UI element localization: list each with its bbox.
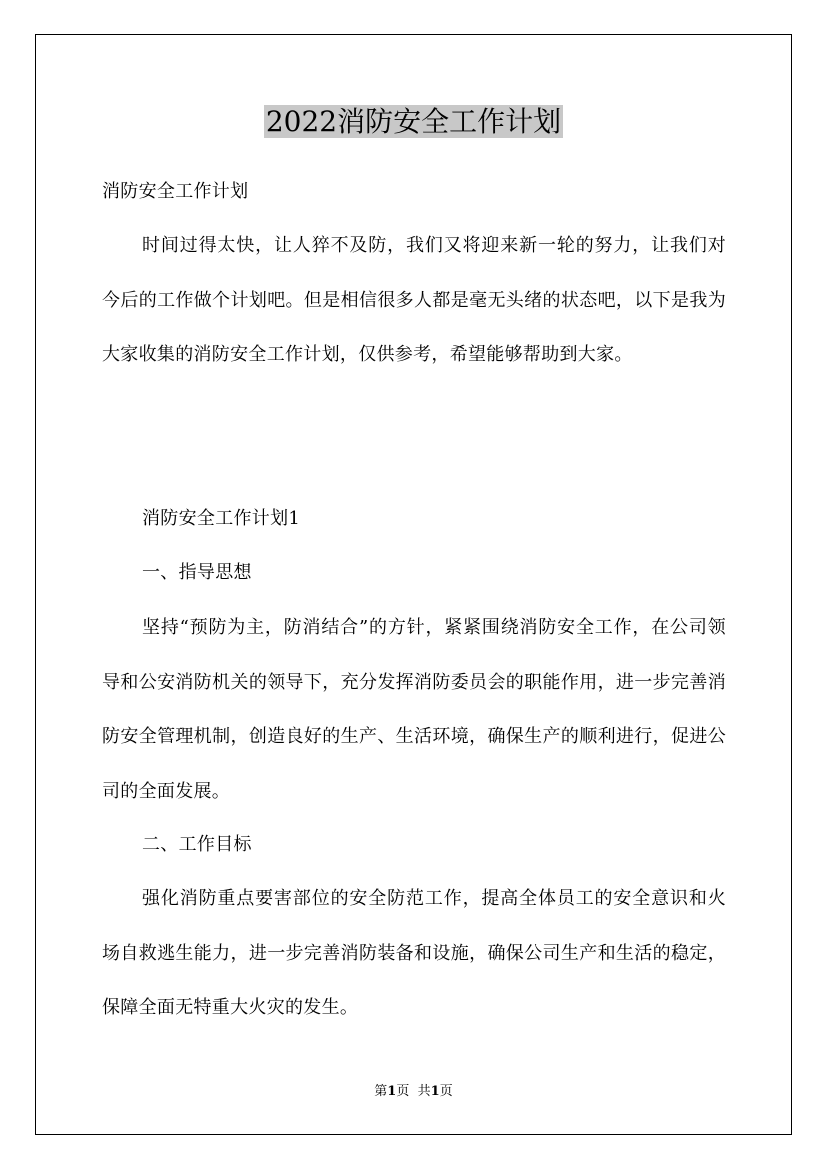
footer-page-suffix: 页: [396, 1084, 410, 1099]
footer-total-prefix: 共: [417, 1084, 431, 1099]
page-footer: [0, 1083, 827, 1101]
heading-work-goals: 二、工作目标: [142, 834, 252, 855]
paragraph-work-goals: 强化消防重点要害部位的安全防范工作，提高全体员工的安全意识和火场自救逃生能力，进一步完善消防装备和设施，确保公司生产和生活的稳定，保障全面无特重大火灾的发生。: [102, 888, 726, 1018]
document-subtitle: 消防安全工作计划: [102, 181, 249, 202]
heading-guiding-ideology: 一、指导思想: [142, 562, 252, 583]
footer-page-number: 1: [387, 1084, 397, 1099]
footer-total-suffix: 页: [439, 1084, 453, 1099]
document-title-text: 2022消防安全工作计划: [265, 105, 562, 138]
document-title: [0, 100, 827, 144]
paragraph-guiding-ideology: 坚持“预防为主，防消结合”的方针，紧紧围绕消防安全工作，在公司领导和公安消防机关的领导下，充分发挥消防委员会的职能作用，进一步完善消防安全管理机制，创造良好的生产、生活环境，确保生产的顺利进行，促进公司的全面发展。: [102, 617, 726, 802]
footer-total-pages: 1: [430, 1084, 440, 1099]
footer-page-prefix: 第: [374, 1084, 388, 1099]
section-heading: 消防安全工作计划1: [142, 508, 301, 529]
intro-paragraph: 时间过得太快，让人猝不及防，我们又将迎来新一轮的努力，让我们对今后的工作做个计划吧。但是相信很多人都是毫无头绪的状态吧，以下是我为大家收集的消防安全工作计划，仅供参考，希望能够帮助到大家。: [102, 235, 726, 365]
